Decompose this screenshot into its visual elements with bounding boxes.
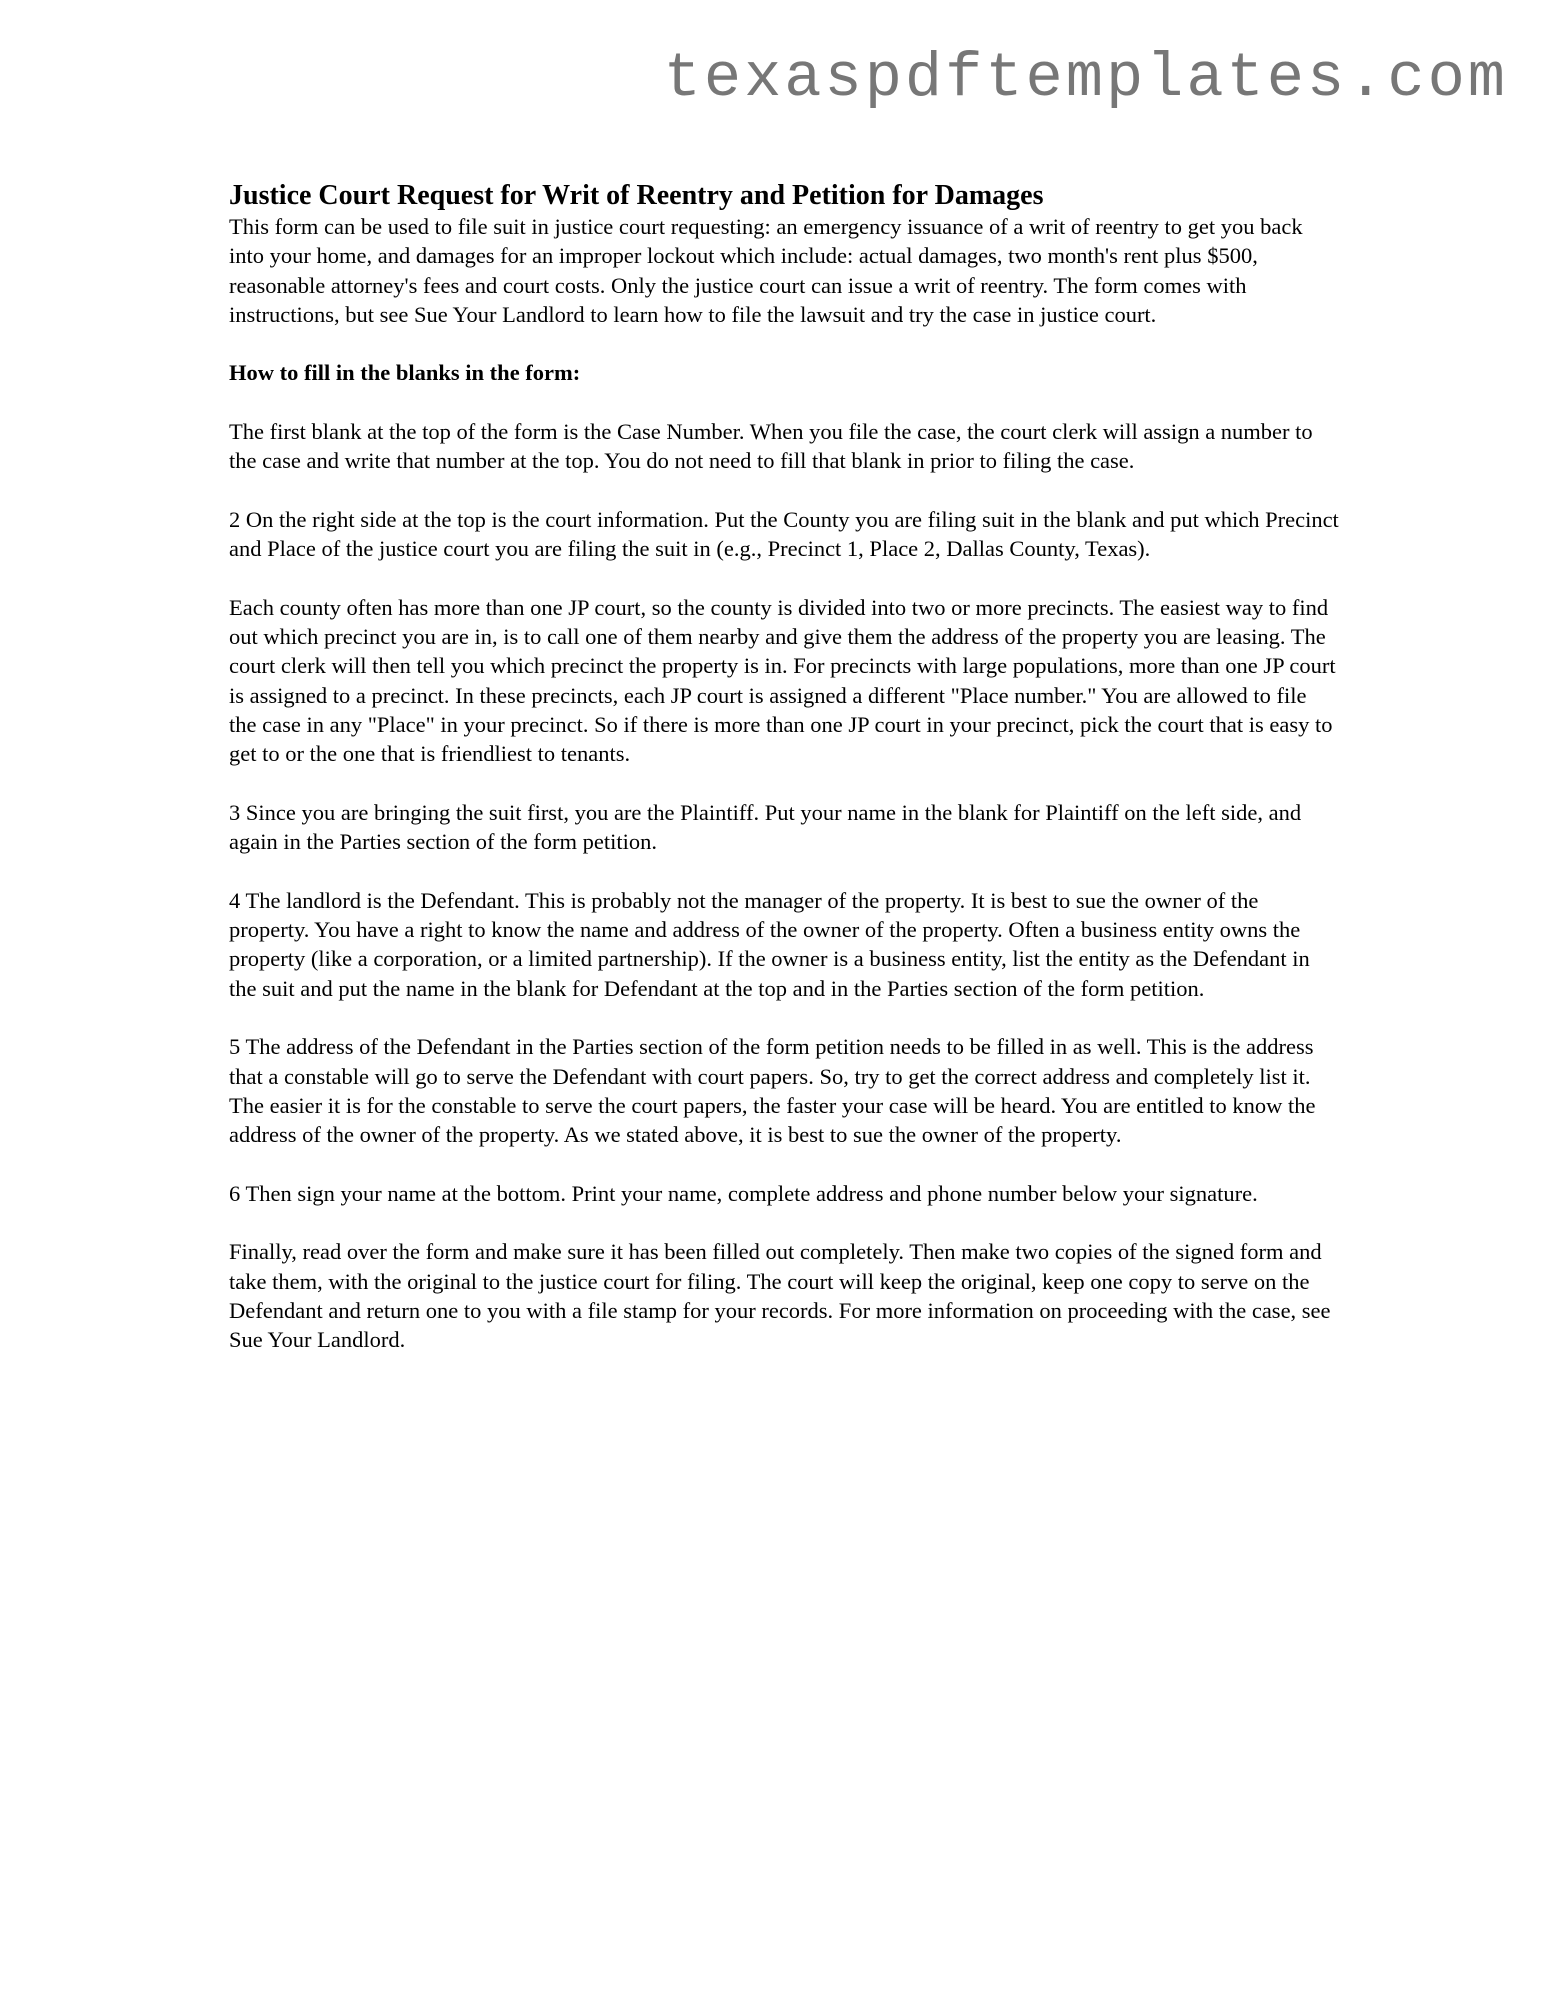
paragraph-precincts: Each county often has more than one JP court, so the county is divided into two or more precincts. The easiest way to find out which precinct you are in, is to call one of them nearby and give them the address of the property you are leasing. The court clerk will then tell you which precinct the property is in. For precincts with large populations, more than one JP court is assigned to a precinct. In these precincts, each JP court is assigned a different "Place number." You are allowed to file the case in any "Place" in your precinct. So if there is more than one JP court in your precinct, pick the court that is easy to get to or the one that is friendliest to tenants. bbox=[229, 594, 1336, 767]
watermark: texaspdftemplates.com bbox=[663, 43, 1508, 114]
paragraph-defendant-address: 5 The address of the Defendant in the Parties section of the form petition needs to be filled in as well. This is the address that a constable will go to serve the Defendant with court papers. So, try to get the correct address and completely list it. The easier it is for the constable to serve the court papers, the faster your case will be heard. You are entitled to know the address of the owner of the property. As we stated above, it is best to sue the owner of the property. bbox=[229, 1034, 1316, 1148]
intro-paragraph: This form can be used to file suit in justice court requesting: an emergency issuance of a writ of reentry to get you back into your home, and damages for an improper lockout which include: actual damages, two month's rent plus $500, reasonable attorney's fees and court costs. Only the justice court can issue a writ of reentry. The form comes with instructions, but see Sue Your Landlord to learn how to file the lawsuit and try the case in justice court. bbox=[229, 214, 1303, 327]
paragraph-defendant: 4 The landlord is the Defendant. This is probably not the manager of the property. It is best to sue the owner of the property. You have a right to know the name and address of the owner of the property. Often a business entity owns the property (like a corporation, or a limited partnership). If the owner is a business entity, list the entity as the Defendant in the suit and put the name in the blank for Defendant at the top and in the Parties section of the form petition. bbox=[229, 887, 1310, 1001]
document-body bbox=[229, 180, 1339, 1384]
document-title: Justice Court Request for Writ of Reentry and Petition for Damages bbox=[229, 180, 1044, 211]
paragraph-case-number: The first blank at the top of the form is the Case Number. When you file the case, the court clerk will assign a number to the case and write that number at the top. You do not need to fill that blank in prior to filing the case. bbox=[229, 419, 1313, 474]
instructions-heading: How to fill in the blanks in the form: bbox=[229, 360, 581, 386]
paragraph-finally: Finally, read over the form and make sure it has been filled out completely. Then make two copies of the signed form and take them, with the original to the justice court for filing. The court will keep the original, keep one copy to serve on the Defendant and return one to you with a file stamp for your records. For more information on proceeding with the case, see Sue Your Landlord. bbox=[229, 1239, 1331, 1353]
paragraph-signature: 6 Then sign your name at the bottom. Print your name, complete address and phone number below your signature. bbox=[229, 1180, 1258, 1206]
paragraph-plaintiff: 3 Since you are bringing the suit first, you are the Plaintiff. Put your name in the blank for Plaintiff on the left side, and again in the Parties section of the form petition. bbox=[229, 799, 1302, 855]
paragraph-court-information: 2 On the right side at the top is the court information. Put the County you are filing suit in the blank and put which Precinct and Place of the justice court you are filing the suit in (e.g., Precinct 1, Place 2, Dallas County, Texas). bbox=[229, 506, 1339, 562]
